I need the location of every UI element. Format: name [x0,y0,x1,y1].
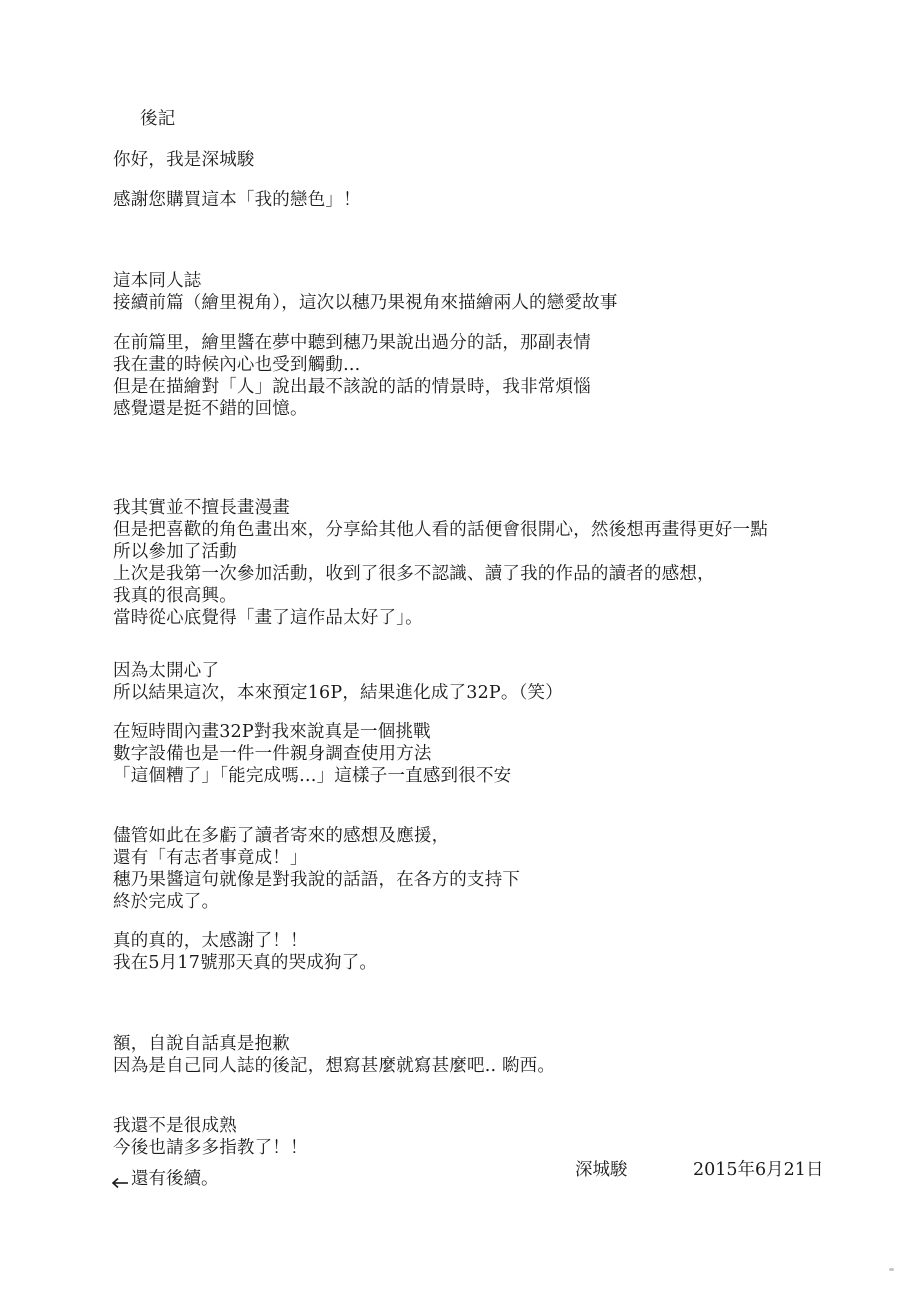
text-line: 真的真的，太感謝了！！ [113,931,308,951]
text-line: 上次是我第一次參加活動，收到了很多不認識、讀了我的作品的讀者的感想， [113,564,715,584]
signature-name: 深城駿 [575,1160,628,1180]
text-line: 在短時間內畫32P對我來說真是一個挑戰 [113,722,431,742]
text-line: 在前篇里，繪里醬在夢中聽到穗乃果說出過分的話，那副表情 [113,333,591,353]
text-line: 我在畫的時候內心也受到觸動... [113,355,361,375]
continued-note [111,1168,219,1190]
text-line: 終於完成了。 [113,892,220,912]
text-line: 因為是自己同人誌的後記，想寫甚麼就寫甚麼吧.. 喲西。 [113,1056,556,1076]
text-line: 我真的很高興。 [113,586,237,606]
text-line: 所以結果這次，本來預定16P，結果進化成了32P。（笑） [113,683,563,703]
text-line: 你好，我是深城駿 [113,150,255,170]
text-line: 接續前篇（繪里視角），這次以穗乃果視角來描繪兩人的戀愛故事 [113,293,618,313]
continued-text: 還有後續。 [131,1169,219,1189]
text-line: 我還不是很成熟 [113,1116,237,1136]
paper-speck [889,1268,894,1271]
left-arrow-icon [111,1173,129,1185]
text-line: 我其實並不擅長畫漫畫 [113,498,290,518]
text-line: 但是在描繪對「人」說出最不該說的話的情景時，我非常煩惱 [113,377,591,397]
text-line: 所以參加了活動 [113,542,237,562]
text-line: 今後也請多多指教了！！ [113,1138,308,1158]
text-line: 額，自說自話真是抱歉 [113,1034,290,1054]
text-line: 因為太開心了 [113,661,220,681]
text-line: 但是把喜歡的角色畫出來，分享給其他人看的話便會很開心，然後想再畫得更好一點 [113,520,768,540]
text-line: 數字設備也是一件一件親身調查使用方法 [113,744,432,764]
page-title: 後記 [140,109,176,129]
text-line: 我在5月17號那天真的哭成狗了。 [113,953,378,973]
text-line: 感覺還是挺不錯的回憶。 [113,399,308,419]
text-line: 還有「有志者事竟成！」 [113,848,308,868]
text-line: 儘管如此在多虧了讀者寄來的感想及應援， [113,826,450,846]
text-line: 當時從心底覺得「畫了這作品太好了」。 [113,608,423,628]
text-line: 這本同人誌 [113,271,202,291]
text-line: 感謝您購買這本「我的戀色」！ [113,190,361,210]
text-line: 「這個糟了」「能完成嗎…」這樣子一直感到很不安 [113,766,512,786]
text-line: 穗乃果醬這句就像是對我說的話語，在各方的支持下 [113,870,521,890]
signature-date: 2015年6月21日 [693,1160,824,1180]
